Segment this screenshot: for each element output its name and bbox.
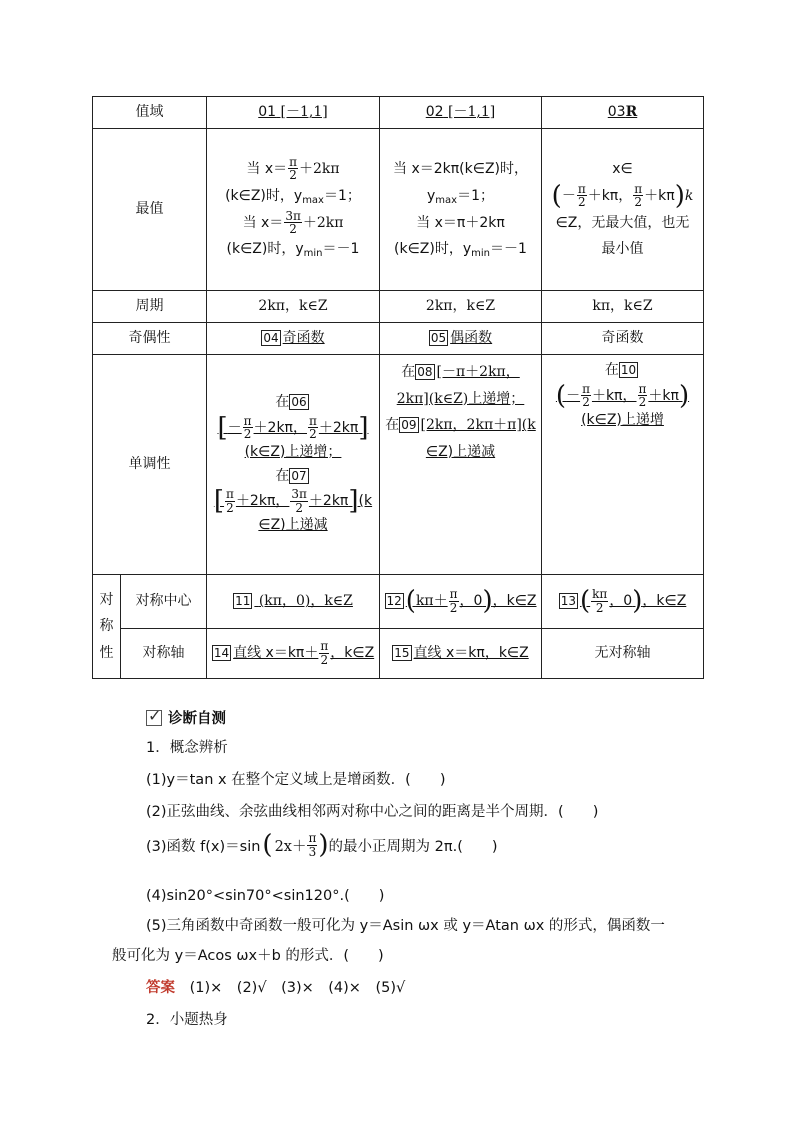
- label-parity: 奇偶性: [93, 323, 207, 355]
- center-tan: 13 ( $\frac{k\pi}{2}$ ，0)，k∈Z: [542, 575, 704, 629]
- parity-sin: 04 奇函数: [207, 323, 380, 355]
- range-tan: 03R: [542, 97, 704, 129]
- properties-table: [92, 96, 704, 679]
- label-extremum: 最值: [93, 129, 207, 291]
- extremum-cos: 当 x＝2kπ(k∈Z)时， $y_{max}=1$； 当 x＝π＋2kπ (k∈Z)时，$y_{min}=-1$: [380, 129, 542, 291]
- check-icon: [146, 710, 162, 726]
- answer-label: 答案: [146, 980, 175, 996]
- period-cos: 2kπ，k∈Z: [380, 291, 542, 323]
- monotonic-cos: 在 08 [－π＋2kπ， 2kπ](k∈Z)上递增； 在 09 [2kπ，2kπ＋π](k ∈Z)上递减: [380, 355, 542, 575]
- center-sin: 11 (kπ，0)，k∈Z: [207, 575, 380, 629]
- question-5-line-2: 般可化为 y＝Acos ωx＋b 的形式．( ): [112, 948, 384, 964]
- question-5-line-1: (5)三角函数中奇函数一般可化为 y＝Asin ωx 或 y＝Atan ωx 的形式，偶函数一: [146, 918, 665, 934]
- answer-values: (1)× (2)√ (3)× (4)× (5)√: [189, 980, 406, 996]
- label-period: 周期: [93, 291, 207, 323]
- question-1: (1)y＝tan x 在整个定义域上是增函数．( ): [146, 772, 446, 788]
- period-sin: 2kπ，k∈Z: [207, 291, 380, 323]
- section-1-title: 1．概念辨析: [146, 740, 228, 756]
- row-range: [93, 97, 704, 129]
- row-monotonic: [93, 355, 704, 575]
- exercise-head: ✓ 诊断自测: [146, 707, 226, 728]
- row-symmetry-center: [93, 575, 704, 629]
- label-monotonic: 单调性: [93, 355, 207, 575]
- row-extremum: [93, 129, 704, 291]
- question-3: (3)函数 f(x)＝sin ( 2x＋ π 3 ) 的最小正周期为 2π.( ): [146, 830, 498, 861]
- period-tan: kπ，k∈Z: [542, 291, 704, 323]
- parity-tan: 奇函数: [542, 323, 704, 355]
- row-period: [93, 291, 704, 323]
- label-range: 值域: [93, 97, 207, 129]
- row-symmetry-axis: [93, 629, 704, 679]
- question-4: (4)sin20°<sin70°<sin120°.( ): [146, 888, 385, 904]
- monotonic-sin: 在 06 [－ $\frac{\pi}{2}$ ＋2kπ， $\frac{\pi}{2}$ ＋2kπ] (k∈Z)上递增； 在 07 [ $\frac{\pi}{2}$ ＋2kπ， $\frac{3\pi}{2}$ ＋2kπ](k ∈Z)上递减: [207, 355, 380, 575]
- label-symmetry: 对 称 性: [93, 575, 121, 679]
- section-2-title: 2．小题热身: [146, 1012, 228, 1028]
- axis-sin: 14 直线 x＝kπ＋ $\frac{\pi}{2}$ ，k∈Z: [207, 629, 380, 679]
- range-cos: 02 [－1,1]: [380, 97, 542, 129]
- answer-line: [146, 976, 405, 997]
- extremum-tan: x∈ (－ $\frac{\pi}{2}$ ＋kπ， $\frac{\pi}{2}$ ＋kπ)k ∈Z，无最大值，也无 最小值: [542, 129, 704, 291]
- row-parity: [93, 323, 704, 355]
- axis-cos: 15 直线 x＝kπ，k∈Z: [380, 629, 542, 679]
- question-2: (2)正弦曲线、余弦曲线相邻两对称中心之间的距离是半个周期．( ): [146, 804, 599, 820]
- center-cos: 12 (kπ＋ $\frac{\pi}{2}$ ，0)，k∈Z: [380, 575, 542, 629]
- label-axis: 对称轴: [121, 629, 207, 679]
- label-center: 对称中心: [121, 575, 207, 629]
- extremum-sin: 当 x＝ $\frac{\pi}{2}$ ＋2kπ (k∈Z)时，$y_{max}=1$； 当 x＝ $\frac{3\pi}{2}$ ＋2kπ (k∈Z)时，$y_{min}=-1$: [207, 129, 380, 291]
- parity-cos: 05 偶函数: [380, 323, 542, 355]
- range-sin: 01 [－1,1]: [207, 97, 380, 129]
- axis-tan: 无对称轴: [542, 629, 704, 679]
- monotonic-tan: 在 10 (－ $\frac{\pi}{2}$ ＋kπ， $\frac{\pi}{2}$ ＋kπ) (k∈Z)上递增: [542, 355, 704, 575]
